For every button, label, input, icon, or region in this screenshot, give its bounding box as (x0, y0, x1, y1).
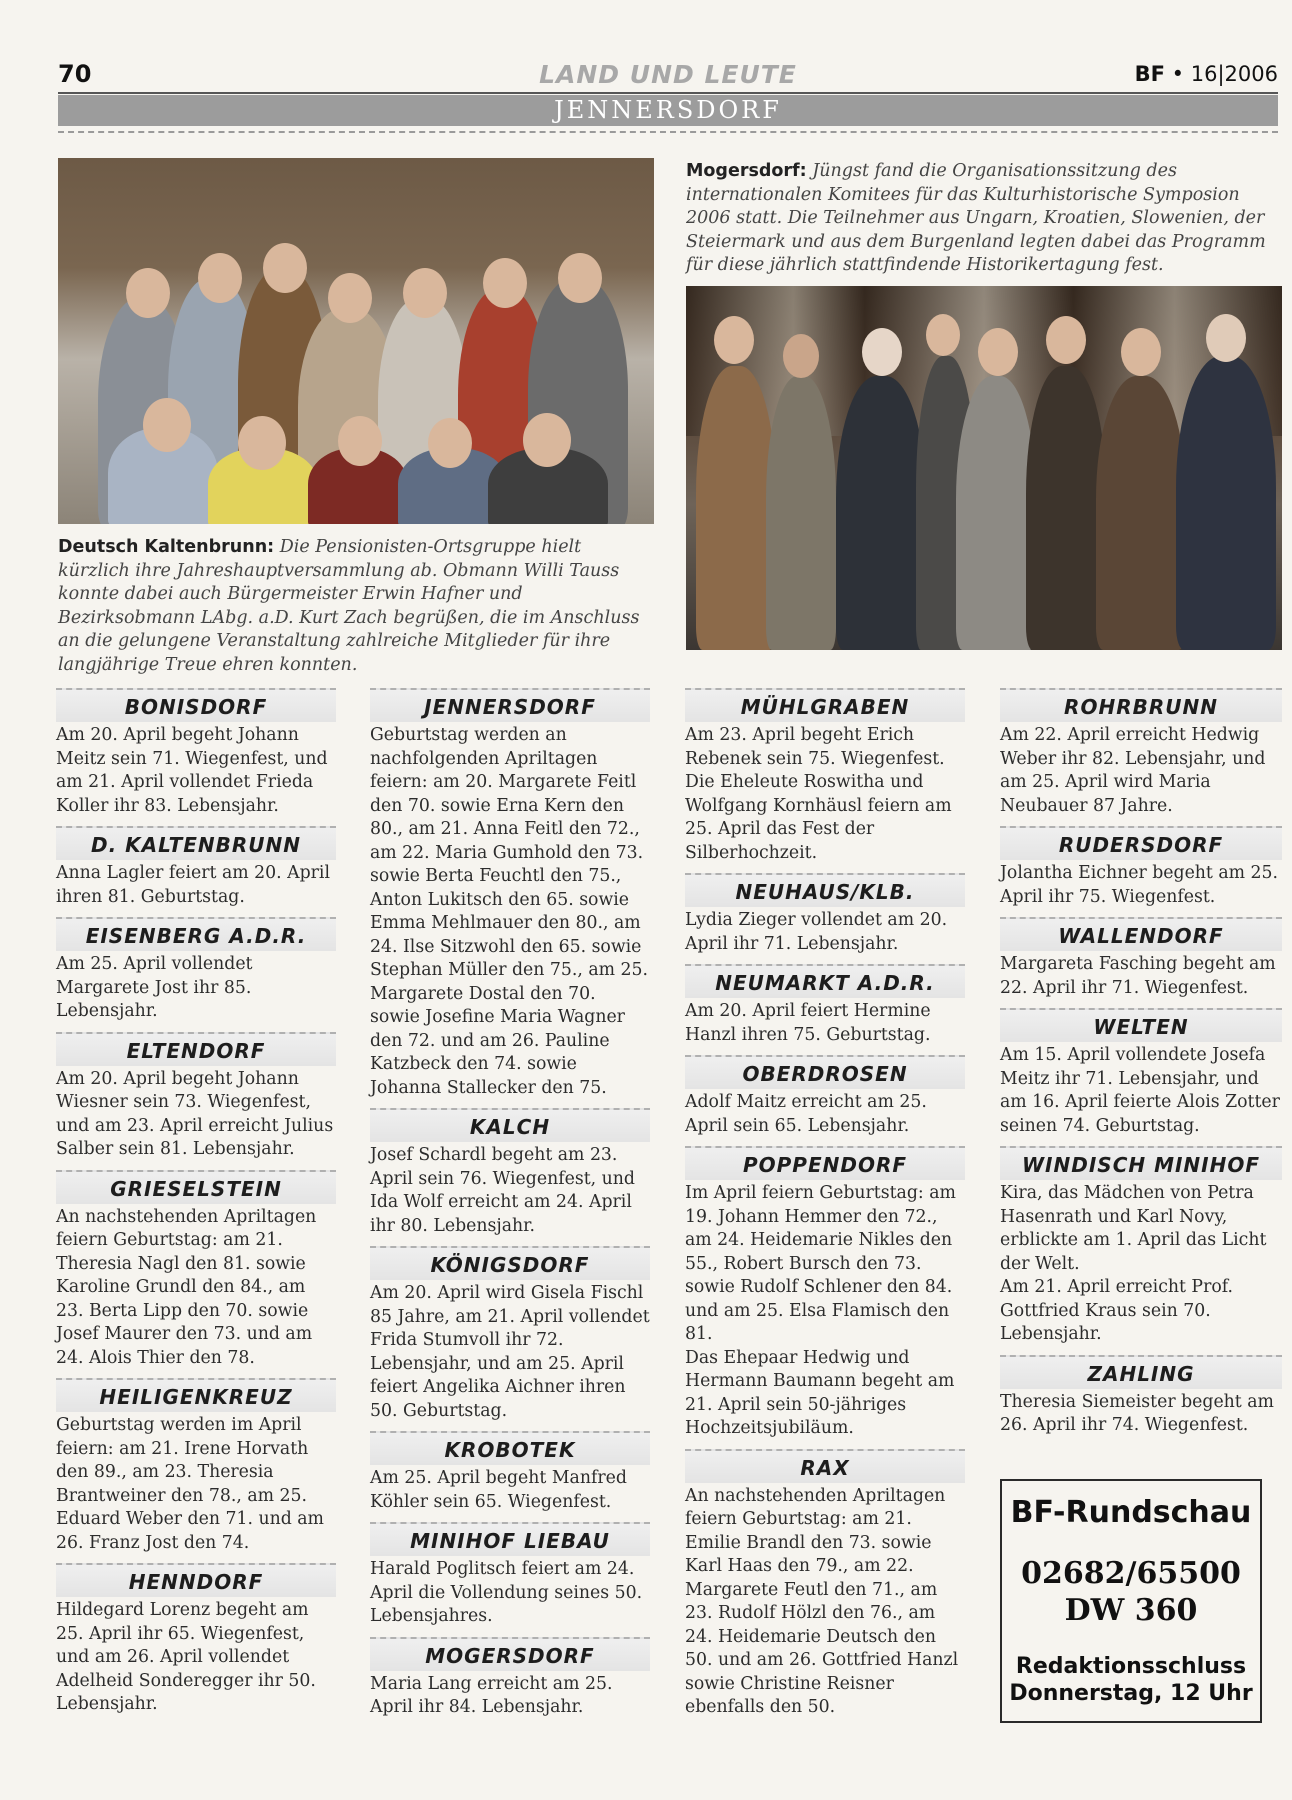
place-heading: KROBOTEK (370, 1431, 650, 1465)
place-heading: OBERDROSEN (685, 1055, 965, 1089)
listing-neuhaus (685, 873, 965, 956)
listing-text: Am 25. April vollendet Margarete Jost ihr 85. Lebensjahr. (56, 954, 253, 1021)
caption-place: Mogersdorf: (686, 161, 807, 181)
listing-krobotek (370, 1431, 650, 1514)
listing-d-kaltenbrunn (56, 826, 336, 909)
place-heading: D. KALTENBRUNN (56, 826, 336, 860)
listing-grieselstein (56, 1170, 336, 1371)
listing-eisenberg (56, 917, 336, 1024)
caption-deutsch-kaltenbrunn (58, 536, 654, 677)
box-deadline-label: Redaktionsschluss (1015, 1654, 1247, 1679)
region-bar (58, 95, 1278, 126)
photo-pensioners-group (58, 158, 654, 524)
listing-heiligenkreuz (56, 1378, 336, 1555)
listing-text: Theresia Siemeister begeht am 26. April ihr 74. Wiegenfest. (1000, 1391, 1274, 1435)
listing-oberdrosen (685, 1055, 965, 1138)
listing-text: Margareta Fasching begeht am 22. April ihr 71. Wiegenfest. (1000, 954, 1276, 998)
listing-text: Am 22. April erreicht Hedwig Weber ihr 82. Lebensjahr, und am 25. April wird Maria Neubauer 87 Jahre. (1000, 725, 1266, 816)
listing-text: Lydia Zieger vollendet am 20. April ihr 71. Lebensjahr. (685, 910, 948, 954)
place-heading: ELTENDORF (56, 1032, 336, 1066)
listing-koenigsdorf (370, 1246, 650, 1423)
listing-wallendorf (1000, 917, 1282, 1000)
listing-text: Josef Schardl begeht am 23. April sein 76. Wiegenfest, und Ida Wolf erreicht am 24. April ihr 80. Lebensjahr. (370, 1145, 635, 1236)
box-deadline-time: Donnerstag, 12 Uhr (1009, 1681, 1253, 1706)
issue-label (1135, 62, 1278, 86)
place-heading: MOGERSDORF (370, 1637, 650, 1671)
place-heading: RUDERSDORF (1000, 826, 1282, 860)
listing-kalch (370, 1108, 650, 1238)
box-extension: DW 360 (1064, 1593, 1198, 1628)
column-3 (685, 688, 965, 1728)
listing-text: Im April feiern Geburtstag: am 19. Johann Hemmer den 72., am 24. Heidemarie Nikles den 55., Robert Bursch den 73. sowie Rudolf Schlener den 84. und am 25. Elsa Flamisch den 81. Das Ehepaar Hedwig und Hermann Baumann begeht am 21. April sein 50-jähriges Hochzeitsjubiläum. (685, 1183, 956, 1438)
listing-text: An nachstehenden Apriltagen feiern Geburtstag: am 21. Emilie Brandl den 73. sowie Karl Haas den 79., am 22. Margarete Feutl den 71., am 23. Rudolf Hölzl den 76., am 24. Heidemarie Deutsch den 50. und am 26. Gottfried Hanzl sowie Christine Reisner ebenfalls den 50. (685, 1485, 959, 1717)
listing-text: Am 15. April vollendete Josefa Meitz ihr 71. Lebensjahr, und am 16. April feierte Alois Zotter seinen 74. Geburtstag. (1000, 1045, 1280, 1136)
place-heading: ZAHLING (1000, 1355, 1282, 1389)
listing-text: Maria Lang erreicht am 25. April ihr 84. Lebensjahr. (370, 1673, 613, 1717)
place-heading: BONISDORF (56, 688, 336, 722)
place-heading: KÖNIGSDORF (370, 1246, 650, 1280)
box-title: BF-Rundschau (1010, 1495, 1252, 1530)
box-phone: 02682/65500 (1021, 1556, 1241, 1591)
header-rule (58, 92, 1278, 94)
page-header (58, 60, 1278, 92)
listing-text: Hildegard Lorenz begeht am 25. April ihr 65. Wiegenfest, und am 26. April vollendet Adelheid Sonderegger ihr 50. Lebensjahr. (56, 1600, 316, 1714)
issue-number: 16|2006 (1190, 62, 1278, 86)
place-heading: NEUHAUS/KLB. (685, 873, 965, 907)
listing-text: Anna Lagler feiert am 20. April ihren 81. Geburtstag. (56, 863, 330, 907)
issue-brand: BF (1134, 62, 1165, 86)
photo-committee-group (686, 286, 1282, 650)
caption-text: Jüngst fand die Organisationssitzung des internationalen Komitees für das Kulturhistorische Symposion 2006 statt. Die Teilnehmer aus Ungarn, Kroatien, Slowenien, der Steiermark und aus dem Burgenland legten dabei das Programm für diese jährlich stattfindende Historikertagung fest. (686, 161, 1266, 275)
listing-eltendorf (56, 1032, 336, 1162)
place-heading: NEUMARKT A.D.R. (685, 964, 965, 998)
listing-text: Am 20. April begeht Johann Meitz sein 71. Wiegenfest, und am 21. April vollendet Frieda Koller ihr 83. Lebensjahr. (56, 725, 328, 816)
place-heading: POPPENDORF (685, 1146, 965, 1180)
place-heading: HENNDORF (56, 1563, 336, 1597)
listing-muehlgraben (685, 688, 965, 865)
listing-text: Geburtstag werden im April feiern: am 21. Irene Horvath den 89., am 23. Theresia Brantweiner den 78., am 25. Eduard Weber den 71. und am 26. Franz Jost den 74. (56, 1415, 324, 1553)
listing-zahling (1000, 1355, 1282, 1438)
listing-text: Kira, das Mädchen von Petra Hasenrath und Karl Novy, erblickte am 1. April das Licht der Welt. Am 21. April erreicht Prof. Gottfried Kraus sein 70. Lebensjahr. (1000, 1183, 1267, 1344)
place-heading: KALCH (370, 1108, 650, 1142)
caption-mogersdorf (686, 160, 1282, 278)
listing-rohrbrunn (1000, 688, 1282, 818)
header-dashed-divider (58, 131, 1278, 133)
listing-neumarkt (685, 964, 965, 1047)
listing-henndorf (56, 1563, 336, 1717)
place-heading: WALLENDORF (1000, 917, 1282, 951)
place-heading: HEILIGENKREUZ (56, 1378, 336, 1412)
listing-welten (1000, 1008, 1282, 1138)
caption-text: Die Pensionisten-Ortsgruppe hielt kürzlich ihre Jahreshauptversammlung ab. Obmann Willi Tauss konnte dabei auch Bürgermeister Erwin Hafner und Bezirksobmann LAbg. a.D. Kurt Zach begrüßen, die im Anschluss an die gelungene Veranstaltung zahlreiche Mitglieder für ihre langjährige Treue ehren konnten. (58, 537, 640, 675)
place-heading: EISENBERG A.D.R. (56, 917, 336, 951)
listing-rax (685, 1449, 965, 1720)
caption-place: Deutsch Kaltenbrunn: (58, 537, 275, 557)
page-number: 70 (58, 60, 92, 88)
place-heading: RAX (685, 1449, 965, 1483)
listing-mogersdorf (370, 1637, 650, 1720)
listing-text: An nachstehenden Apriltagen feiern Geburtstag: am 21. Theresia Nagl den 81. sowie Karoline Grundl den 84., am 23. Berta Lipp den 70. sowie Josef Maurer den 73. und am 24. Alois Thier den 78. (56, 1206, 317, 1368)
place-heading: ROHRBRUNN (1000, 688, 1282, 722)
column-4 (1000, 688, 1282, 1446)
bf-rundschau-box (1000, 1479, 1262, 1723)
listing-text: Geburtstag werden an nachfolgenden Apriltagen feiern: am 20. Margarete Feitl den 70. sowie Erna Kern den 80., am 21. Anna Feitl den 72., am 22. Maria Gumhold den 73. sowie Berta Feuchtl den 75., Anton Lukitsch den 65. sowie Emma Mehlmauer den 80., am 24. Ilse Sitzwohl den 65. sowie Stephan Müller den 75., am 25. Margarete Dostal den 70. sowie Josefine Maria Wagner den 72. und am 26. Pauline Katzbeck den 74. sowie Johanna Stallecker den 75. (370, 725, 649, 1098)
listing-jennersdorf (370, 688, 650, 1100)
place-heading: WELTEN (1000, 1008, 1282, 1042)
place-heading: GRIESELSTEIN (56, 1170, 336, 1204)
column-2 (370, 688, 650, 1728)
listing-minihof-liebau (370, 1522, 650, 1629)
listing-windisch-minihof (1000, 1146, 1282, 1347)
listing-text: Harald Poglitsch feiert am 24. April die Vollendung seines 50. Lebensjahres. (370, 1559, 643, 1626)
section-title: LAND UND LEUTE (539, 60, 797, 89)
listing-text: Am 25. April begeht Manfred Köhler sein 65. Wiegenfest. (370, 1468, 627, 1512)
listing-poppendorf (685, 1146, 965, 1441)
listing-text: Jolantha Eichner begeht am 25. April ihr 75. Wiegenfest. (1000, 863, 1279, 907)
listing-bonisdorf (56, 688, 336, 818)
listing-text: Am 20. April wird Gisela Fischl 85 Jahre, am 21. April vollendet Frida Stumvoll ihr 72. Lebensjahr, und am 25. April feiert Angelika Aichner ihren 50. Geburtstag. (370, 1283, 650, 1421)
listing-text: Am 23. April begeht Erich Rebenek sein 75. Wiegenfest. Die Eheleute Roswitha und Wolfgang Kornhäusl feiern am 25. April das Fest der Silberhochzeit. (685, 725, 952, 863)
place-heading: WINDISCH MINIHOF (1000, 1146, 1282, 1180)
issue-separator: • (1171, 62, 1185, 86)
column-1 (56, 688, 336, 1725)
place-heading: JENNERSDORF (370, 688, 650, 722)
listing-text: Am 20. April begeht Johann Wiesner sein 73. Wiegenfest, und am 23. April erreicht Julius Salber sein 81. Lebensjahr. (56, 1068, 334, 1159)
listing-rudersdorf (1000, 826, 1282, 909)
region-title: JENNERSDORF (554, 96, 782, 124)
listing-text: Adolf Maitz erreicht am 25. April sein 65. Lebensjahr. (685, 1092, 927, 1136)
place-heading: MÜHLGRABEN (685, 688, 965, 722)
listing-text: Am 20. April feiert Hermine Hanzl ihren 75. Geburtstag. (685, 1001, 931, 1045)
place-heading: MINIHOF LIEBAU (370, 1522, 650, 1556)
